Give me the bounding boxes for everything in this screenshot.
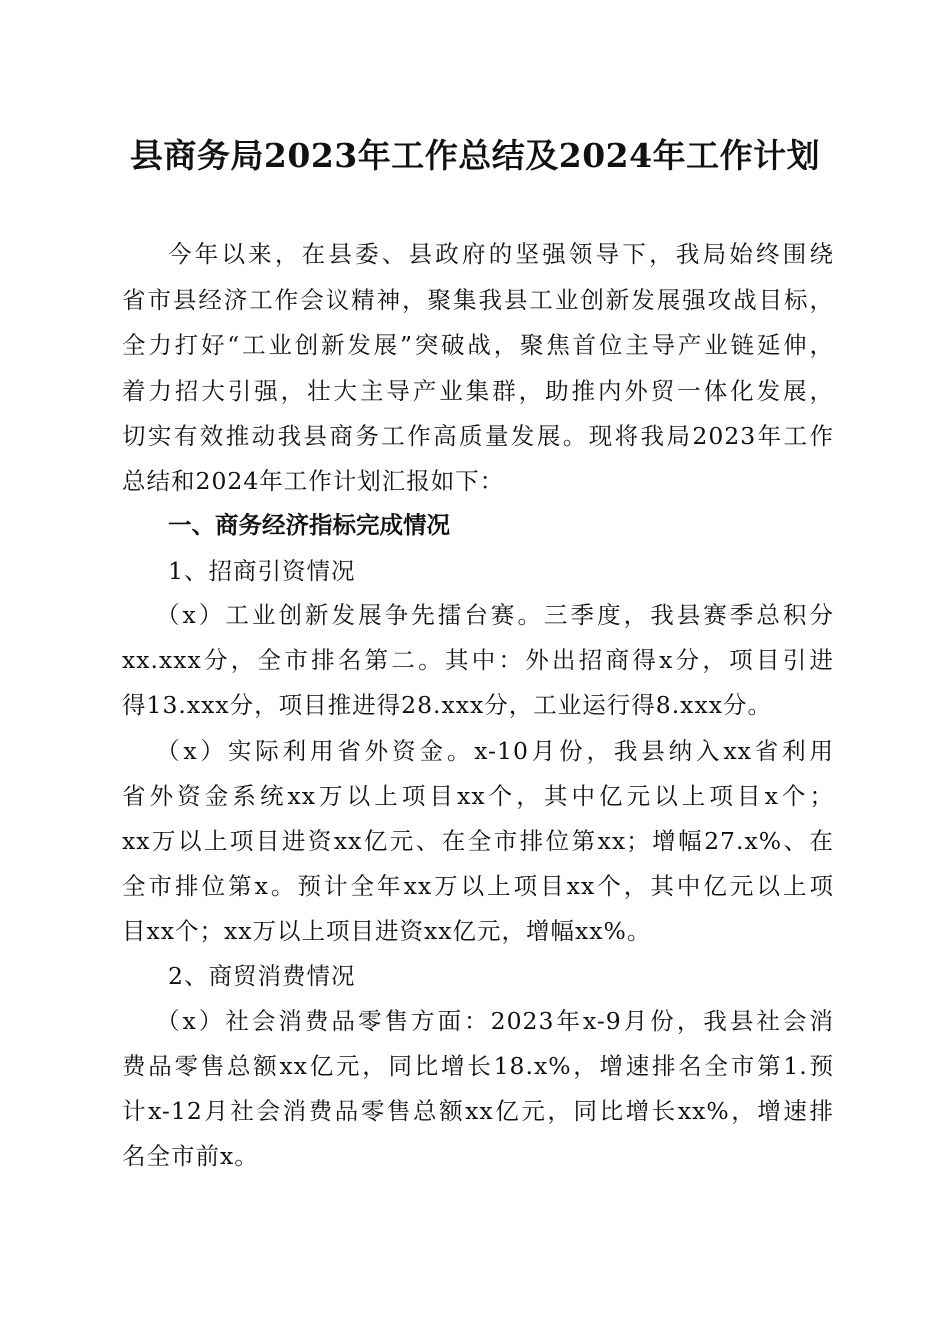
intro-line: 切实有效推动我县商务工作高质量发展。现将我局2023年工作 [122, 422, 834, 450]
paragraph-line: 全市排位第x。预计全年xx万以上项目xx个，其中亿元以上项 [122, 872, 834, 900]
paragraph-line: 名全市前x。 [122, 1142, 259, 1170]
document-title: 县商务局2023年工作总结及2024年工作计划 [129, 136, 821, 175]
paragraph-line: xx.xxx分，全市排名第二。其中：外出招商得x分，项目引进 [122, 646, 834, 674]
subsection-heading: 2、商贸消费情况 [168, 962, 356, 990]
intro-line: 今年以来，在县委、县政府的坚强领导下，我局始终围绕 [168, 240, 834, 268]
paragraph-line: 省外资金系统xx万以上项目xx个，其中亿元以上项目x个； [122, 782, 834, 810]
paragraph-line: 计x-12月社会消费品零售总额xx亿元，同比增长xx%，增速排 [122, 1097, 834, 1125]
paragraph-line: （x）工业创新发展争先擂台赛。三季度，我县赛季总积分 [156, 601, 834, 629]
subsection-heading: 1、招商引资情况 [168, 557, 356, 585]
section-heading: 一、商务经济指标完成情况 [168, 511, 450, 539]
paragraph-line: （x）社会消费品零售方面：2023年x-9月份，我县社会消 [156, 1007, 834, 1035]
paragraph-line: （x）实际利用省外资金。x-10月份，我县纳入xx省利用 [156, 737, 834, 765]
paragraph-line: 目xx个；xx万以上项目进资xx亿元，增幅xx%。 [122, 917, 652, 945]
intro-line: 总结和2024年工作计划汇报如下： [122, 467, 505, 495]
intro-line: 全力打好“工业创新发展”突破战，聚焦首位主导产业链延伸， [122, 331, 834, 359]
intro-line: 省市县经济工作会议精神，聚集我县工业创新发展强攻战目标， [122, 286, 834, 314]
paragraph-line: 费品零售总额xx亿元，同比增长18.x%，增速排名全市第1.预 [122, 1052, 834, 1080]
intro-line: 着力招大引强，壮大主导产业集群，助推内外贸一体化发展， [122, 377, 834, 405]
paragraph-line: 得13.xxx分，项目推进得28.xxx分，工业运行得8.xxx分。 [122, 691, 772, 719]
paragraph-line: xx万以上项目进资xx亿元、在全市排位第xx；增幅27.x%、在 [122, 827, 834, 855]
